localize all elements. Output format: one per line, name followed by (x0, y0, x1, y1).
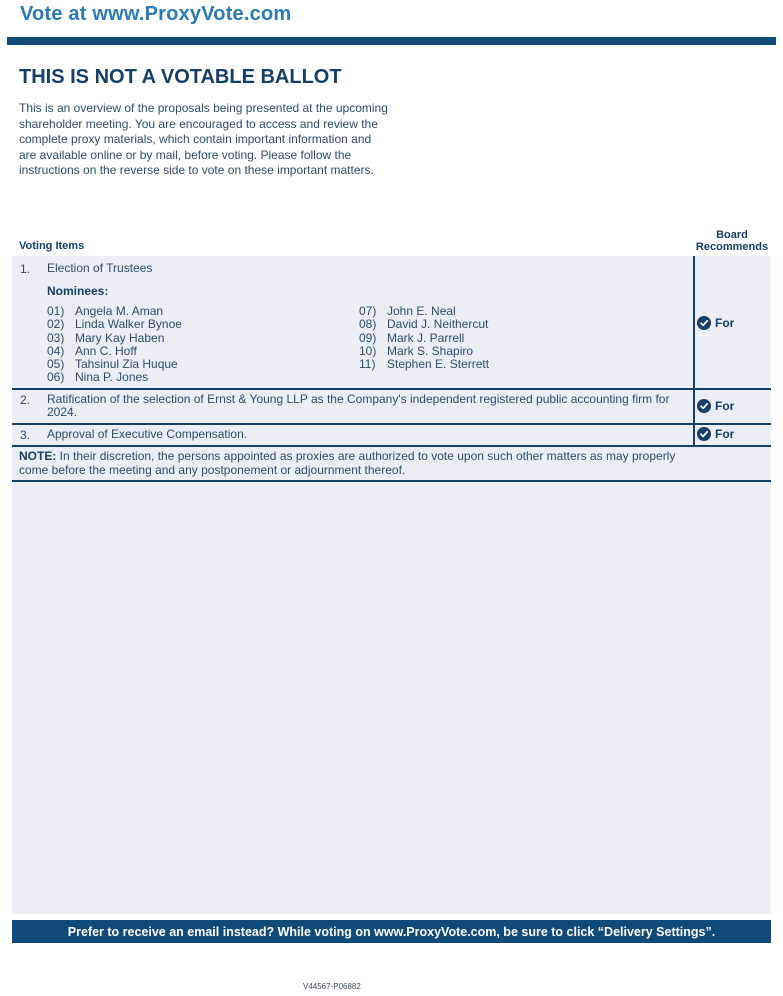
item-1-number: 1. (20, 262, 31, 276)
nominee-item (359, 318, 489, 331)
nominee-item (359, 345, 489, 358)
check-circle-icon (697, 399, 711, 413)
nominee-item (47, 332, 182, 345)
nominee-number: 09) (359, 330, 377, 345)
nominee-name: Mary Kay Haben (75, 330, 165, 345)
note-text: In their discretion, the persons appointed as proxies are authorized to vote upon such other matters as may properly come before the meeting and any postponement or adjournment thereof. (19, 449, 676, 477)
item-2-text: Ratification of the selection of Ernst & Young LLP as the Company's independent registered public accounting firm for 2024. (47, 392, 670, 419)
nominees-label: Nominees: (47, 284, 109, 298)
recommendation-label: For (715, 399, 735, 413)
item-2-recommendation (697, 399, 734, 413)
nominee-number: 02) (47, 317, 65, 332)
nominee-name: Mark S. Shapiro (387, 343, 474, 358)
nominee-number: 04) (47, 343, 65, 358)
recommendation-column-divider (693, 256, 695, 446)
email-delivery-banner (12, 920, 771, 943)
nominee-name: John E. Neal (387, 304, 456, 318)
nominee-item (359, 332, 489, 345)
nominee-number: 08) (359, 317, 377, 332)
email-delivery-text: Prefer to receive an email instead? While voting on www.ProxyVote.com, be sure to click “Delivery Settings”. (67, 924, 716, 939)
nominee-item (359, 358, 489, 371)
header-divider-bar (7, 37, 776, 45)
nominee-number: 05) (47, 357, 65, 372)
nominee-item (359, 305, 489, 318)
nominee-number: 11) (359, 357, 376, 372)
intro-paragraph: This is an overview of the proposals being presented at the upcoming shareholder meeting. You are encouraged to access and review the complete proxy materials, which contain important information and are available online or by mail, before voting. Please follow the instructions on the reverse side to vote on these important matters. (19, 101, 388, 177)
nominee-name: Tahsinul Zia Huque (75, 357, 178, 372)
nominee-item (47, 371, 182, 384)
nominee-item (47, 305, 182, 318)
note-paragraph (19, 450, 699, 477)
check-circle-icon (697, 427, 711, 441)
nominee-number: 10) (359, 343, 377, 358)
nominees-list-left (47, 305, 182, 385)
item-1-recommendation (697, 316, 734, 330)
item-2-number: 2. (20, 393, 31, 407)
nominee-name: Stephen E. Sterrett (387, 357, 490, 372)
document-control-number: V44567-P06882 (303, 982, 361, 991)
board-recommends-column-header (693, 229, 771, 253)
board-header-line2: Recommends (695, 241, 769, 253)
item-3-recommendation (697, 427, 734, 441)
page-title: THIS IS NOT A VOTABLE BALLOT (19, 66, 342, 88)
nominee-item (47, 358, 182, 371)
nominee-item (47, 318, 182, 331)
recommendation-label: For (715, 427, 735, 441)
recommendation-label: For (715, 316, 735, 330)
row-divider (12, 445, 771, 447)
nominee-number: 03) (47, 330, 65, 345)
voting-items-column-header: Voting Items (19, 240, 85, 252)
item-1-text: Election of Trustees (47, 261, 153, 275)
nominee-name: Mark J. Parrell (387, 330, 465, 345)
nominee-name: David J. Neithercut (387, 317, 489, 332)
item-3-text: Approval of Executive Compensation. (47, 427, 248, 441)
item-3-number: 3. (20, 428, 31, 442)
note-label: NOTE: (19, 449, 57, 463)
vote-url-heading[interactable]: Vote at www.ProxyVote.com (20, 3, 292, 25)
nominee-number: 06) (47, 370, 65, 385)
nominee-name: Linda Walker Bynoe (75, 317, 182, 332)
row-divider (12, 480, 771, 482)
row-divider (12, 423, 771, 425)
nominee-number: 07) (359, 304, 377, 318)
nominee-name: Ann C. Hoff (75, 343, 137, 358)
nominee-name: Nina P. Jones (75, 370, 149, 385)
nominee-number: 01) (47, 304, 65, 318)
row-divider (12, 388, 771, 390)
check-circle-icon (697, 316, 711, 330)
nominee-item (47, 345, 182, 358)
nominees-list-right (359, 305, 489, 371)
board-header-line1: Board (716, 229, 748, 241)
nominee-name: Angela M. Aman (75, 304, 164, 318)
